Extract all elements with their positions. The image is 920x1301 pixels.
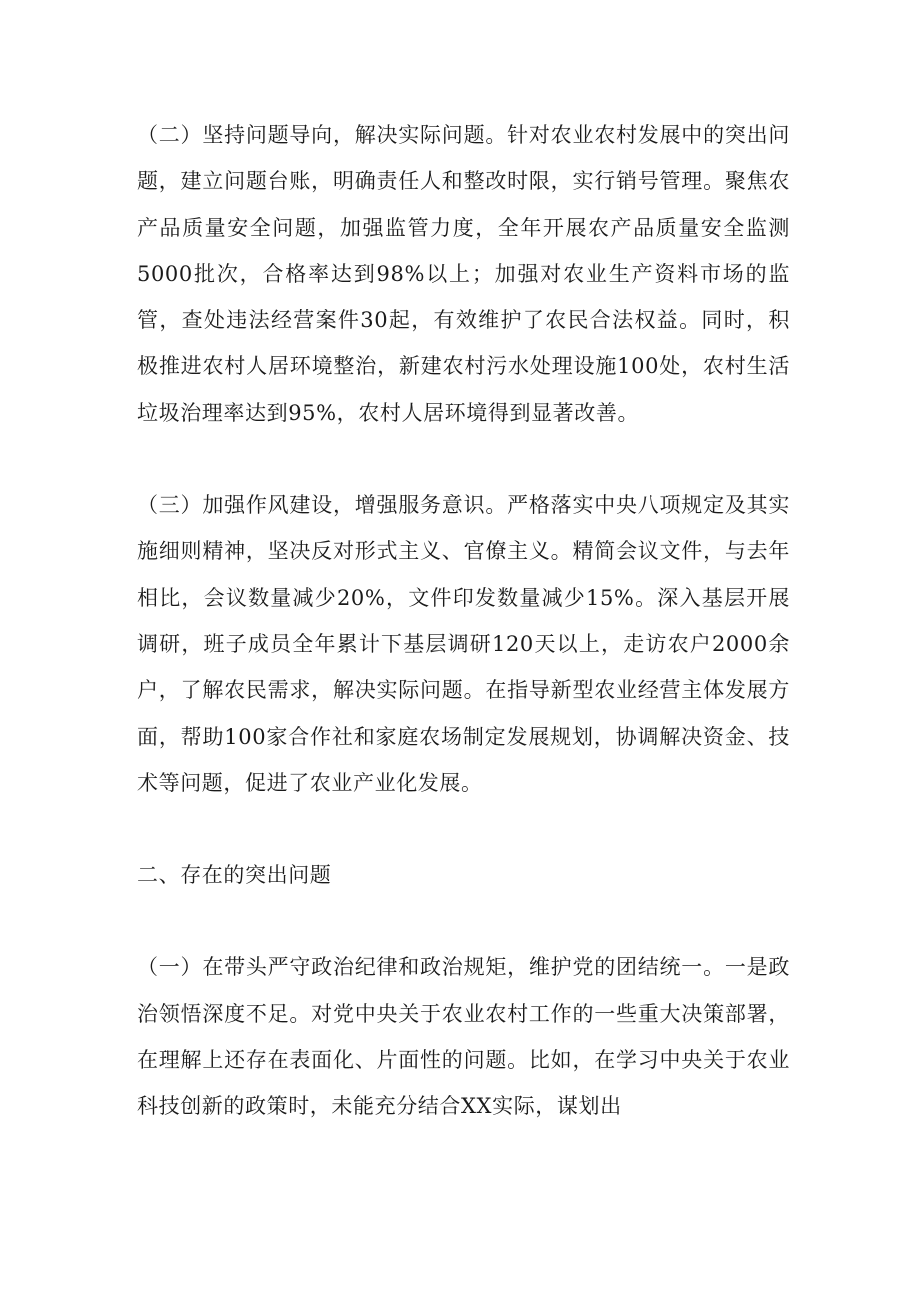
- document-body: [137, 112, 790, 1130]
- paragraph-adhere-problem-orientation: （二）坚持问题导向，解决实际问题。针对农业农村发展中的突出问题，建立问题台账，明确责任人和整改时限，实行销号管理。聚焦农产品质量安全问题，加强监管力度，全年开展农产品质量安全监测5000批次，合格率达到98%以上；加强对农业生产资料市场的监管，查处违法经营案件30起，有效维护了农民合法权益。同时，积极推进农村人居环境整治，新建农村污水处理设施100处，农村生活垃圾治理率达到95%，农村人居环境得到显著改善。: [137, 123, 790, 425]
- paragraph-political-discipline: （一）在带头严守政治纪律和政治规矩，维护党的团结统一。一是政治领悟深度不足。对党中央关于农业农村工作的一些重大决策部署，在理解上还存在表面化、片面性的问题。比如，在学习中央关于农业科技创新的政策时，未能充分结合XX实际，谋划出: [137, 955, 790, 1119]
- paragraph-strengthen-work-style: （三）加强作风建设，增强服务意识。严格落实中央八项规定及其实施细则精神，坚决反对形式主义、官僚主义。精简会议文件，与去年相比，会议数量减少20%，文件印发数量减少15%。深入基层开展调研，班子成员全年累计下基层调研120天以上，走访农户2000余户，了解农民需求，解决实际问题。在指导新型农业经营主体发展方面，帮助100家合作社和家庭农场制定发展规划，协调解决资金、技术等问题，促进了农业产业化发展。: [137, 493, 790, 795]
- section-heading-outstanding-problems: 二、存在的突出问题: [137, 863, 332, 888]
